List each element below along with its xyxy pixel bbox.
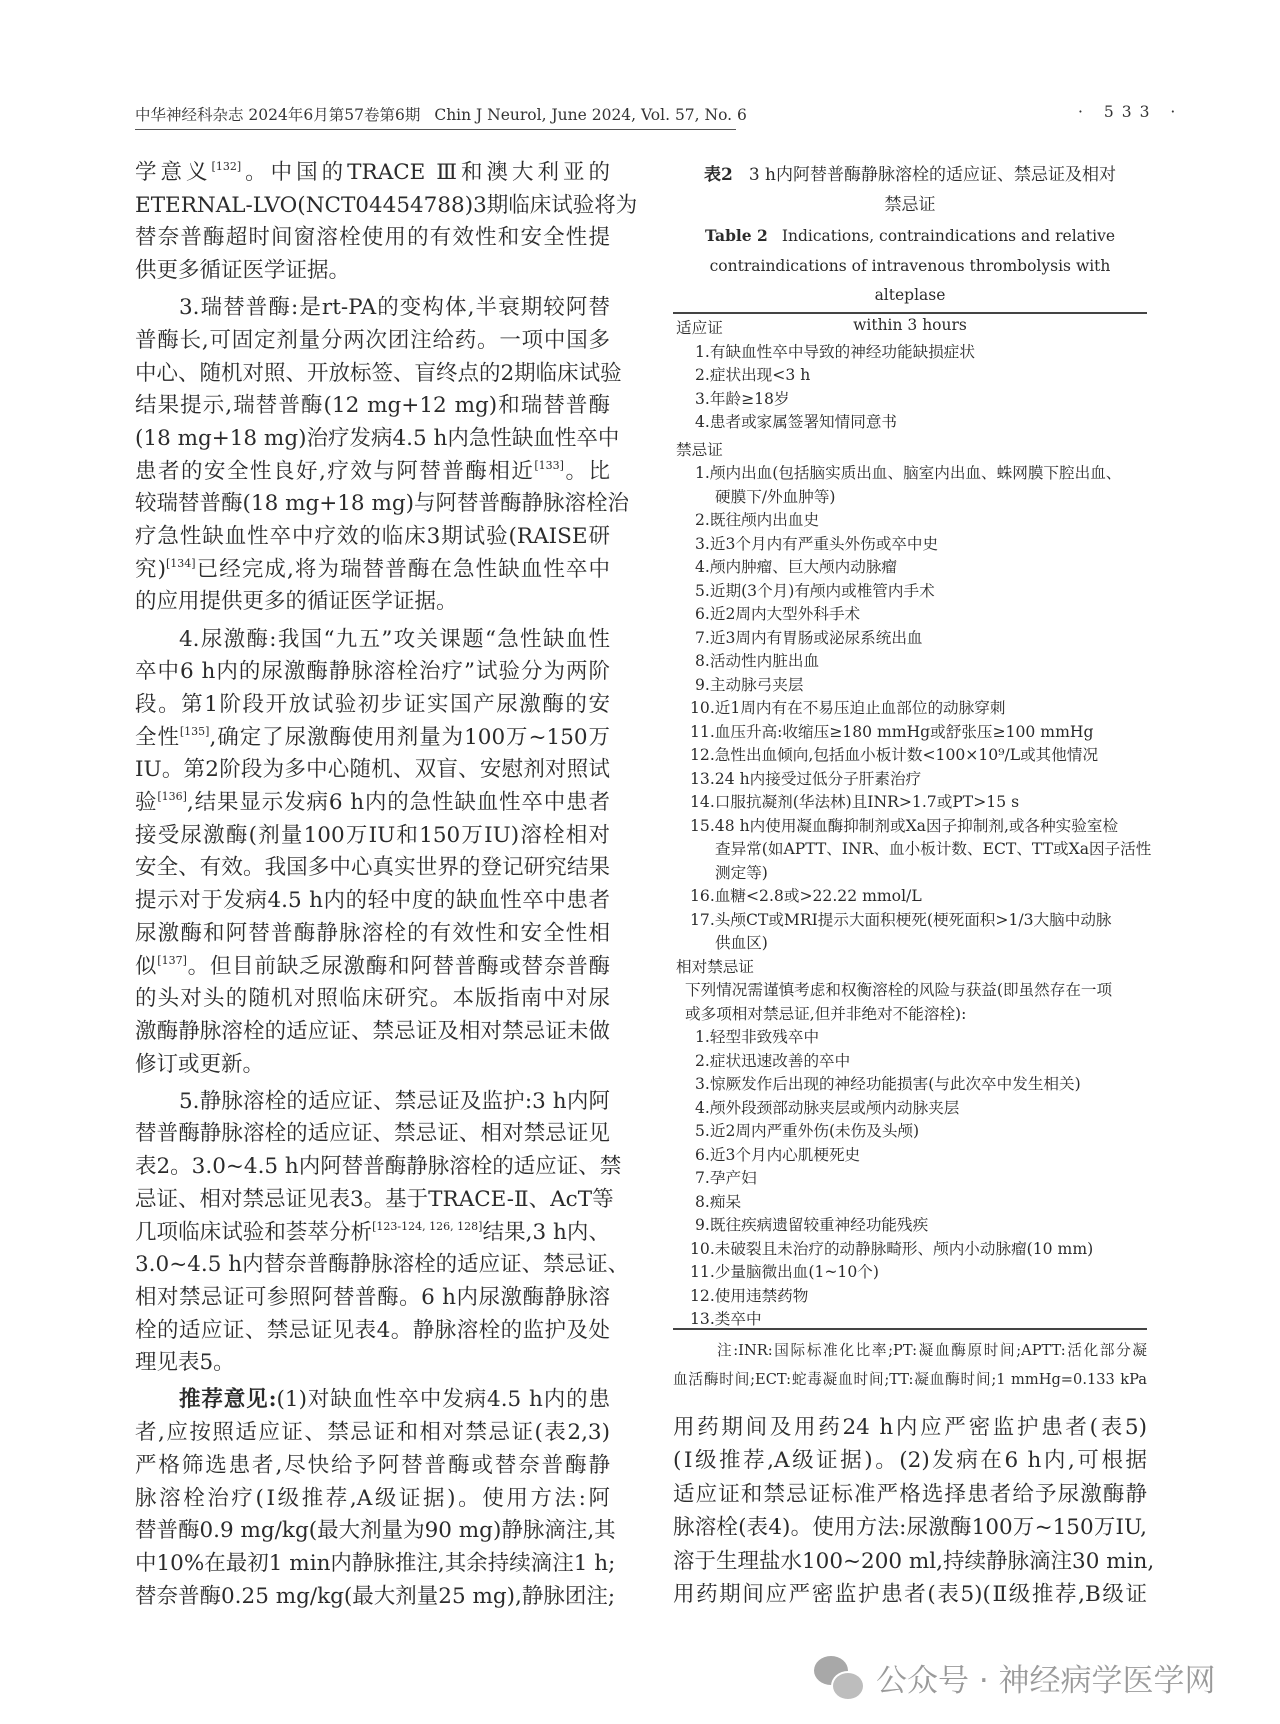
text-run: 安全、有效。我国多中心真实世界的登记研究结果 [135,855,610,881]
text-line [135,1217,610,1250]
page-number: · 533 · [1078,103,1184,121]
table-section-heading: 相对禁忌证 [676,957,754,976]
text-line [135,1515,616,1548]
bold-lead-in: 推荐意见: [179,1387,277,1413]
text-run: 尿激酶和阿替普酶静脉溶栓的有效性和安全性相 [135,920,610,946]
text-line [135,624,610,657]
text-run: 溶于生理盐水100~200 ml,持续静脉滴注30 min, [673,1548,1155,1574]
text-run: 验 [135,790,158,816]
table-row: 15.48 h内使用凝血酶抑制剂或Xa因子抑制剂,或各种实验室检 [690,816,1119,835]
text-line [135,1151,622,1184]
text-run: 结果,3 h内、 [482,1219,610,1245]
text-run: 替普酶0.9 mg/kg(最大剂量为90 mg)静脉滴注,其 [135,1518,616,1544]
text-line [135,918,610,951]
text-run: 激酶静脉溶栓的适应证、禁忌证及相对禁忌证未做 [135,1018,610,1044]
table-title-zh-line1: 3 h内阿替普酶静脉溶栓的适应证、禁忌证及相对 [748,165,1116,185]
text-run: 理见表5。 [135,1350,235,1376]
text-line [135,190,638,223]
citation-superscript: [134] [165,556,196,570]
text-run: (18 mg+18 mg)治疗发病4.5 h内急性缺血性卒中 [135,426,620,451]
text-run: 相对禁忌证可参照阿替普酶。6 h内尿激酶静脉溶 [135,1284,610,1310]
text-run: 。但目前缺乏尿激酶和阿替普酶或替奈普酶 [186,953,610,979]
text-run: 结果提示,瑞替普酶(12 mg+12 mg)和瑞替普酶 [135,393,610,419]
text-run: 4.尿激酶:我国“九五”攻关课题“急性缺血性 [179,626,610,652]
text-line [135,390,610,423]
table-row: 13.类卒中 [690,1310,762,1328]
text-line [135,1049,610,1082]
table-row: 13.24 h内接受过低分子肝素治疗 [690,769,922,788]
table-title-zh [673,160,1147,220]
table-label-en: Table 2 [704,226,768,245]
text-line [135,951,610,984]
table-row: 测定等) [715,863,768,882]
text-line [673,1578,1147,1611]
running-header [135,103,747,125]
text-line [135,1548,616,1581]
text-run: 适应证和禁忌证标准严格选择患者给予尿激酶静 [673,1481,1147,1507]
text-run: 修订或更新。 [135,1051,265,1077]
text-line [135,754,610,787]
text-run: 替奈普酶超时间窗溶栓使用的有效性和安全性提 [135,225,610,251]
text-run: 的头对头的随机对照临床研究。本版指南中对尿 [135,986,610,1012]
table-row: 3.近3个月内有严重头外伤或卒中史 [695,534,939,553]
text-run: ,结果显示发病6 h内的急性缺血性卒中患者 [186,790,610,816]
paragraph [135,1086,630,1380]
text-line [135,456,610,489]
text-run: 者,应按照适应证、禁忌证和相对禁忌证(表2,3) [135,1420,610,1446]
text-line [135,1184,614,1217]
text-line [135,325,610,358]
table-row: 7.孕产妇 [695,1169,757,1187]
table-row: 9.既往疾病遗留较重神经功能残疾 [695,1216,929,1234]
table-title-en-line1: Indications, contraindications and relative [781,227,1116,245]
table-row: 12.急性出血倾向,包括血小板计数<100×10⁹/L或其他情况 [690,746,1099,764]
table-row: 11.少量脑微出血(1~10个) [690,1263,879,1281]
table-row: 10.未破裂且未治疗的动静脉畸形、颅内小动脉瘤(10 mm) [690,1239,1094,1258]
text-line [135,787,610,820]
text-run: 学意义 [135,160,212,185]
text-line [135,423,620,456]
text-run: (1)对缺血性卒中发病4.5 h内的患 [276,1387,610,1413]
text-run: 较瑞替普酶(18 mg+18 mg)与阿替普酶静脉溶栓治 [135,491,629,517]
text-run: 究) [135,556,166,582]
table-title-zh-line2: 禁忌证 [884,195,936,215]
text-run: IU。第2阶段为多中心随机、双盲、安慰剂对照试 [135,757,610,783]
text-run: (Ⅰ级推荐,A级证据)。(2)发病在6 h内,可根据 [673,1448,1147,1474]
table-row: 下列情况需谨慎考虑和权衡溶栓的风险与获益(即虽然存在一项 [685,981,1113,999]
text-line [135,1384,610,1417]
text-line [135,586,610,619]
text-line [135,689,610,722]
table-row: 4.颅内肿瘤、巨大颅内动脉瘤 [695,558,898,576]
text-line [135,1347,610,1380]
text-line [135,488,629,521]
header-rule [135,129,736,130]
table-note-line: 注:INR:国际标准化比率;PT:凝血酶原时间;APTT:活化部分凝 [717,1342,1147,1359]
text-run: 替奈普酶0.25 mg/kg(最大剂量25 mg),静脉团注; [135,1583,616,1609]
table-row: 8.痴呆 [695,1192,742,1211]
text-run: 全性 [135,724,180,750]
table-row: 2.症状出现<3 h [695,366,811,384]
text-line [135,521,610,554]
table-row: 4.患者或家属签署知情同意书 [695,413,898,431]
table-row: 11.血压升高:收缩压≥180 mmHg或舒张压≥100 mmHg [690,722,1094,741]
table-row: 14.口服抗凝剂(华法林)且INR>1.7或PT>15 s [690,793,1020,811]
paragraph [135,624,610,1082]
text-line [135,157,610,190]
text-line [135,820,610,853]
table-row: 9.主动脉弓夹层 [695,675,804,694]
journal-title-en: Chin J Neurol, June 2024, Vol. 57, No. 6 [434,106,747,124]
table-top-rule [673,312,1147,314]
text-run: 用药期间应严密监护患者(表5)(Ⅱ级推荐,B级证 [673,1581,1147,1607]
text-run: 用药期间及用药24 h内应严密监护患者(表5) [673,1415,1147,1440]
text-line [135,656,610,689]
table-section-heading: 适应证 [676,319,723,337]
table-row: 6.近2周内大型外科手术 [695,605,861,623]
text-line [135,1282,610,1315]
table-section-heading: 禁忌证 [676,440,723,459]
text-run: 。比 [563,458,610,484]
text-line [135,292,610,325]
table-title-en-line3: within 3 hours [853,315,967,334]
text-line [135,1483,610,1516]
text-run: 患者的安全性良好,疗效与阿替普酶相近 [135,458,535,484]
table-title-en-line2: contraindications of intravenous thrombolysis with alteplase [709,256,1111,304]
wechat-icon [814,1656,862,1700]
text-line [135,983,610,1016]
watermark [814,1655,1216,1700]
text-run: 似 [135,953,158,979]
text-run: 脉溶栓治疗(Ⅰ级推荐,A级证据)。使用方法:阿 [135,1485,610,1511]
text-line [135,1016,610,1049]
text-run: 忌证、相对禁忌证见表3。基于TRACE-Ⅱ、AcT等 [135,1186,614,1212]
text-line [135,852,610,885]
left-column-body [135,157,638,1613]
table-row: 3.年龄≥18岁 [695,389,790,408]
right-column-body [673,1411,1155,1611]
table-row: 供血区) [715,934,768,952]
table-row: 或多项相对禁忌证,但并非绝对不能溶栓): [685,1004,967,1023]
text-line [135,1249,630,1282]
text-line [135,255,610,288]
table-row: 1.有缺血性卒中导致的神经功能缺损症状 [695,342,975,361]
citation-superscript: [133] [534,458,564,472]
text-run: 替普酶静脉溶栓的适应证、禁忌证、相对禁忌证见 [135,1121,610,1147]
table-row: 10.近1周内有在不易压迫止血部位的动脉穿刺 [690,699,1006,717]
text-line [673,1411,1147,1444]
text-run: 疗急性缺血性卒中疗效的临床3期试验(RAISE研 [135,524,610,550]
text-line [135,1417,610,1450]
table-row: 查异常(如APTT、INR、血小板计数、ECT、TT或Xa因子活性 [715,840,1152,858]
paragraph [135,292,629,619]
text-run: 的应用提供更多的循证医学证据。 [135,589,458,615]
text-line [135,885,610,918]
journal-title-zh: 中华神经科杂志 2024年6月第57卷第6期 [135,106,421,124]
text-run: 提示对于发病4.5 h内的轻中度的缺血性卒中患者 [135,888,610,914]
text-run: 段。第1阶段开放试验初步证实国产尿激酶的安 [135,692,610,717]
text-run: 栓的适应证、禁忌证见表4。静脉溶栓的监护及处 [135,1317,610,1343]
table-2-body [673,317,1152,1332]
text-run: ETERNAL-LVO(NCT04454788)3期临床试验将为 [135,192,638,218]
citation-superscript: [123-124, 126, 128] [372,1219,483,1233]
text-run: 3.0~4.5 h内替奈普酶静脉溶栓的适应证、禁忌证、 [135,1252,630,1278]
text-line [135,722,610,755]
table-row: 2.症状迅速改善的卒中 [695,1051,851,1070]
text-line [673,1444,1147,1477]
text-run: 3.瑞替普酶:是rt-PA的变构体,半衰期较阿替 [179,295,610,321]
text-line [673,1545,1155,1578]
text-run: 已经完成,将为瑞替普酶在急性缺血性卒中 [195,556,611,582]
text-run: 中10%在最初1 min内静脉推注,其余持续滴注1 h; [135,1550,616,1576]
text-run: 普酶长,可固定剂量分两次团注给药。一项中国多 [135,327,610,353]
text-run: 接受尿激酶(剂量100万IU和150万IU)溶栓相对 [135,822,610,848]
table-row: 17.头颅CT或MRI提示大面积梗死(梗死面积>1/3大脑中动脉 [690,910,1112,929]
table-row: 5.近2周内严重外伤(未伤及头颅) [695,1122,920,1140]
text-line [135,1118,610,1151]
citation-superscript: [132] [211,160,242,173]
paragraph [135,157,638,288]
text-run: 表2。3.0~4.5 h内阿替普酶静脉溶栓的适应证、禁 [135,1154,622,1180]
text-run: 几项临床试验和荟萃分析 [135,1219,373,1245]
citation-superscript: [137] [157,953,187,967]
table-notes [673,1336,1147,1394]
text-line [135,1581,616,1614]
table-row: 1.轻型非致残卒中 [695,1028,820,1046]
text-run: ,确定了尿激酶使用剂量为100万~150万 [209,724,610,750]
table-row: 1.颅内出血(包括脑实质出血、脑室内出血、蛛网膜下腔出血、 [695,464,1122,482]
text-line [135,554,610,587]
table-row: 2.既往颅内出血史 [695,511,820,529]
citation-superscript: [136] [157,790,187,804]
text-line [135,358,622,391]
table-row: 3.惊厥发作后出现的神经功能损害(与此次卒中发生相关) [695,1075,1081,1093]
table-row: 7.近3周内有胃肠或泌尿系统出血 [695,628,923,647]
text-run: 供更多循证医学证据。 [135,258,351,284]
table-note-line: 血活酶时间;ECT:蛇毒凝血时间;TT:凝血酶时间;1 mmHg=0.133 kPa [673,1371,1147,1388]
text-line [135,222,610,255]
text-run: 脉溶栓(表4)。使用方法:尿激酶100万~150万IU, [673,1515,1147,1541]
text-line [135,1086,610,1119]
watermark-text: 公众号 · 神经病学医学网 [876,1663,1216,1699]
text-run: 。中国的TRACE Ⅲ和澳大利亚的 [241,160,610,185]
text-line [673,1511,1147,1544]
text-run: 中心、随机对照、开放标签、盲终点的2期临床试验 [135,360,622,386]
text-run: 卒中6 h内的尿激酶静脉溶栓治疗”试验分为两阶 [135,659,610,685]
text-line [135,1315,610,1348]
table-row: 12.使用违禁药物 [690,1286,809,1305]
text-line [135,1450,610,1483]
table-row: 16.血糖<2.8或>22.22 mmol/L [690,887,922,905]
table-row: 6.近3个月内心肌梗死史 [695,1145,861,1164]
table-bottom-rule [673,1328,1147,1330]
table-row: 8.活动性内脏出血 [695,652,820,670]
table-label-zh: 表2 [703,165,733,185]
text-line [673,1478,1147,1511]
table-row: 硬膜下/外血肿等) [715,487,836,506]
citation-superscript: [135] [179,724,210,738]
text-run: 5.静脉溶栓的适应证、禁忌证及监护:3 h内阿 [179,1088,610,1114]
paragraph [673,1411,1155,1611]
text-run: 严格筛选患者,尽快给予阿替普酶或替奈普酶静 [135,1452,610,1478]
paragraph [135,1384,616,1613]
table-row: 4.颅外段颈部动脉夹层或颅内动脉夹层 [695,1098,960,1117]
table-row: 5.近期(3个月)有颅内或椎管内手术 [695,581,935,600]
